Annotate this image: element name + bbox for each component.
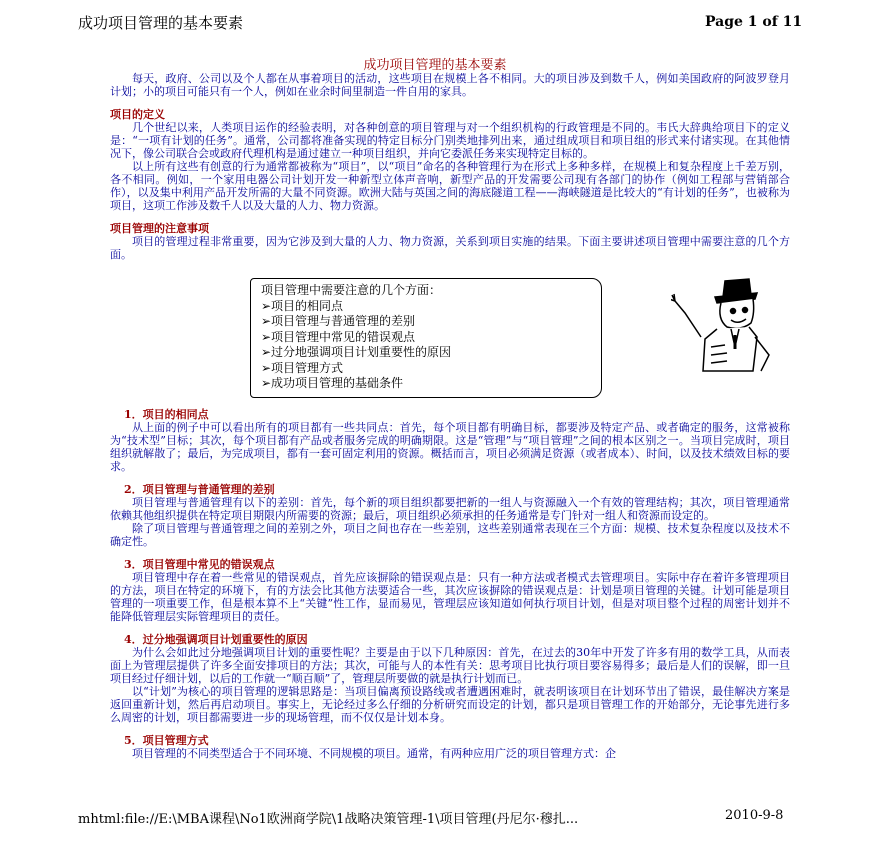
scroll-list-item: ➢项目管理与普通管理的差别 bbox=[261, 314, 416, 328]
scroll-callout bbox=[250, 278, 602, 398]
section-heading: 2．项目管理与普通管理的差别 bbox=[124, 483, 275, 496]
scroll-list-item: ➢项目管理中常见的错误观点 bbox=[261, 329, 416, 344]
paragraph: 项目管理中存在着一些常见的错误观点，首先应该摒除的错误观点是：只有一种方法或者模式去管理项目。实际中存在着许多管理项目的方法，项目在特定的环境下，有的方法会比其他方法要适合一些，其次应该摒除的错误观点是：计划是项目管理的关键。计划可能是项目管理的一项重要工作，但是根本算不上“关键”性工作，显而易见，管理层应该知道如何执行项目计划，但是对项目整个过程的周密计划并不能降低管理层实际管理项目的责任。 bbox=[110, 571, 790, 623]
paragraph: 项目管理的不同类型适合于不同环境、不同规模的项目。通常，有两种应用广泛的项目管理方式：企 bbox=[132, 747, 616, 760]
section-management-styles bbox=[110, 734, 790, 760]
section-planning-emphasis bbox=[110, 633, 790, 724]
scroll-list-item: ➢项目的相同点 bbox=[261, 298, 344, 313]
scroll-list-item: ➢过分地强调项目计划重要性的原因 bbox=[261, 345, 452, 359]
header-title: 成功项目管理的基本要素 bbox=[78, 14, 244, 32]
section-heading: 1．项目的相同点 bbox=[124, 408, 209, 421]
paragraph: 以“计划”为核心的项目管理的逻辑思路是：当项目偏离预设路线或者遭遇困难时，就表明该项目在计划环节出了错误，最佳解决方案是返回重新计划，然后再启动项目。事实上，无论经过多么仔细的分析研究而设定的计划，都只是项目管理工作的开始部分，无论事先进行多么周密的计划，项目都需要进一步的现场管理，而不仅仅是计划本身。 bbox=[110, 685, 790, 724]
scroll-list-item: ➢项目管理方式 bbox=[261, 360, 344, 375]
paragraph: 项目管理与普通管理有以下的差别：首先，每个新的项目组织都要把新的一组人与资源融入一个有效的管理结构；其次，项目管理通常依赖其他组织提供在特定项目期限内所需要的资源；最后，项目组织必须承担的任务通常是专门针对一组人和资源而设定的。 bbox=[110, 496, 790, 522]
presenter-figure-icon bbox=[671, 275, 781, 405]
footer-path: mhtml:file://E:\MBA课程\No1欧洲商学院\1战略决策管理-1\项目管理(丹尼尔·穆扎... bbox=[78, 812, 579, 827]
section-heading: 5．项目管理方式 bbox=[124, 734, 209, 747]
scroll-list-item: ➢成功项目管理的基础条件 bbox=[261, 376, 404, 390]
section-similarities bbox=[110, 408, 790, 473]
section-heading: 3．项目管理中常见的错误观点 bbox=[124, 558, 275, 571]
document-title: 成功项目管理的基本要素 bbox=[363, 58, 507, 73]
paragraph: 除了项目管理与普通管理之间的差别之外，项目之间也存在一些差别，这些差别通常表现在三个方面：规模、技术复杂程度以及技术不确定性。 bbox=[110, 522, 790, 548]
paragraph: 几个世纪以来，人类项目运作的经验表明，对各种创意的项目管理与对一个组织机构的行政管理是不同的。韦氏大辞典给项目下的定义是：“一项有计划的任务”。通常，公司都将准备实现的特定目标分门别类地排列出来，通过组成项目和项目组的形式来付诸实现。在其他情况下，像公司联合会或政府代理机构是通过建立一种项目组织，并向它委派任务来实现特定目标的。 bbox=[110, 121, 790, 160]
footer-date: 2010-9-8 bbox=[725, 808, 784, 823]
paragraph: 以上所有这些有创意的行为通常都被称为“项目”，以“项目”命名的各种管理行为在形式上多种多样，在规模上和复杂程度上千差万别，各不相同。例如，一个家用电器公司计划开发一种新型立体声音响，新型产品的开发需要公司现有各部门的协作（例如工程部与营销部合作），以及集中利用产品开发所需的大量不同资源。欧洲大陆与英国之间的海底隧道工程——海峡隧道是比较大的“有计划的任务”，也被称为项目，这项工作涉及数千人以及大量的人力、物力资源。 bbox=[110, 160, 790, 212]
scroll-list-item: 项目管理中需要注意的几个方面： bbox=[261, 283, 442, 297]
page-indicator: Page 1 of 11 bbox=[705, 14, 803, 30]
scroll-list bbox=[261, 283, 451, 392]
paragraph: 项目的管理过程非常重要，因为它涉及到大量的人力、物力资源，关系到项目实施的结果。下面主要讲述项目管理中需要注意的几个方面。 bbox=[110, 235, 790, 261]
section-differences bbox=[110, 483, 790, 548]
section-heading: 项目的定义 bbox=[110, 108, 165, 121]
document-body bbox=[110, 72, 790, 760]
paragraph: 从上面的例子中可以看出所有的项目都有一些共同点：首先，每个项目都有明确目标，都要涉及特定产品、或者确定的服务，这常被称为“技术型”目标；其次，每个项目都有产品或者服务完成的明确期限。这是“管理”与“项目管理”之间的根本区别之一。当项目完成时，项目组织就解散了；最后，为完成项目，都有一套可固定利用的资源。概括而言，项目必须满足资源（或者成本）、时间，以及技术绩效目标的要求。 bbox=[110, 421, 790, 473]
paragraph: 为什么会如此过分地强调项目计划的重要性呢？主要是由于以下几种原因：首先，在过去的30年中开发了许多有用的数学工具，从而表面上为管理层提供了许多全面安排项目的方法；其次，可能与人的本性有关：思考项目比执行项目要容易得多；最后是人们的误解，即一旦项目经过仔细计划，以后的工作就一“顺百顺”了，管理层所要做的就是执行计划而已。 bbox=[110, 646, 790, 685]
section-heading: 项目管理的注意事项 bbox=[110, 222, 209, 235]
section-notes bbox=[110, 222, 790, 398]
section-definition bbox=[110, 108, 790, 212]
section-misconceptions bbox=[110, 558, 790, 623]
intro-paragraph: 每天，政府、公司以及个人都在从事着项目的活动，这些项目在规模上各不相同。大的项目涉及到数千人，例如美国政府的阿波罗登月计划；小的项目可能只有一个人，例如在业余时间里制造一件自用的家具。 bbox=[110, 72, 790, 98]
section-heading: 4．过分地强调项目计划重要性的原因 bbox=[124, 633, 308, 646]
